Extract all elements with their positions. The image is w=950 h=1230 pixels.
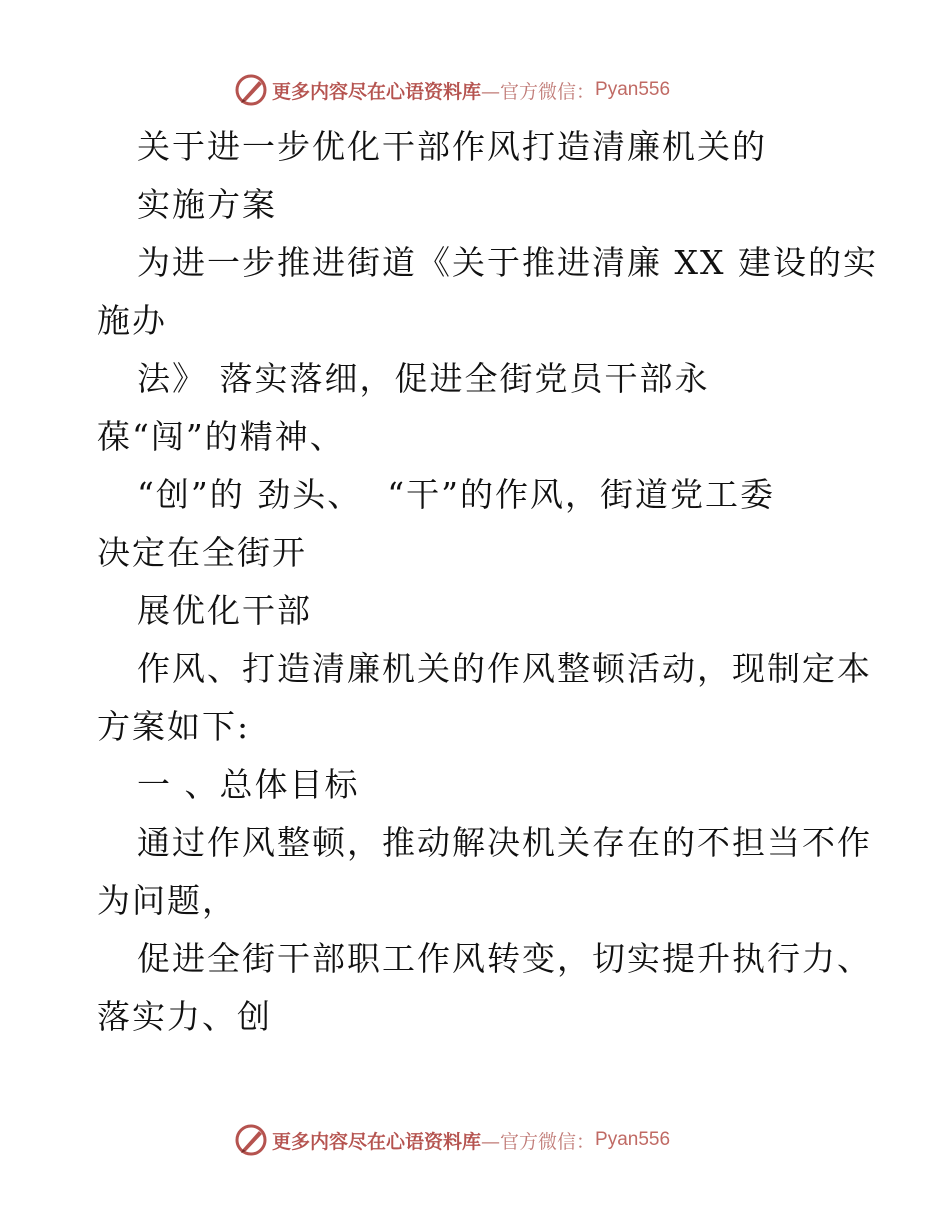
document-title-line-2: 实施方案 (137, 185, 277, 224)
document-title-line-1: 关于进一步优化干部作风打造清廉机关的 (137, 127, 767, 166)
paragraph-line: “创”的 劲头、 “干”的作风，街道党工委 (137, 475, 775, 514)
watermark-separator-text: —官方微信： (481, 80, 596, 103)
section-heading: 一 、总体目标 (137, 765, 360, 804)
watermark-wechat-id: Pyan556 (595, 1129, 671, 1150)
paragraph-line: 作风、打造清廉机关的作风整顿活动，现制定本 (137, 649, 872, 688)
paragraph-line: 通过作风整顿，推动解决机关存在的不担当不作 (137, 823, 872, 862)
paragraph-line: 决定在全街开 (97, 533, 307, 572)
paragraph-line: 促进全街干部职工作风转变，切实提升执行力、 (137, 939, 872, 978)
header-watermark (234, 72, 670, 108)
paragraph-line: 为问题， (97, 881, 237, 920)
paragraph-line: 葆“闯”的精神、 (97, 417, 345, 456)
paragraph-line: 方案如下: (97, 707, 251, 746)
pen-logo-icon (234, 73, 268, 107)
watermark-separator-text: —官方微信： (481, 1130, 596, 1153)
watermark-wechat-id: Pyan556 (595, 79, 671, 100)
watermark-site-text: 更多内容尽在心语资料库 (272, 1130, 482, 1153)
paragraph-line: 落实力、创 (97, 997, 272, 1036)
paragraph-line: 展优化干部 (137, 591, 312, 630)
pen-logo-icon (234, 1123, 268, 1157)
footer-watermark (234, 1122, 670, 1158)
paragraph-line: 法》 落实落细，促进全街党员干部永 (137, 359, 710, 398)
paragraph-line: 施办 (97, 301, 167, 340)
paragraph-line: 为进一步推进街道《关于推进清廉 XX 建设的实 (137, 243, 878, 282)
watermark-site-text: 更多内容尽在心语资料库 (272, 80, 482, 103)
